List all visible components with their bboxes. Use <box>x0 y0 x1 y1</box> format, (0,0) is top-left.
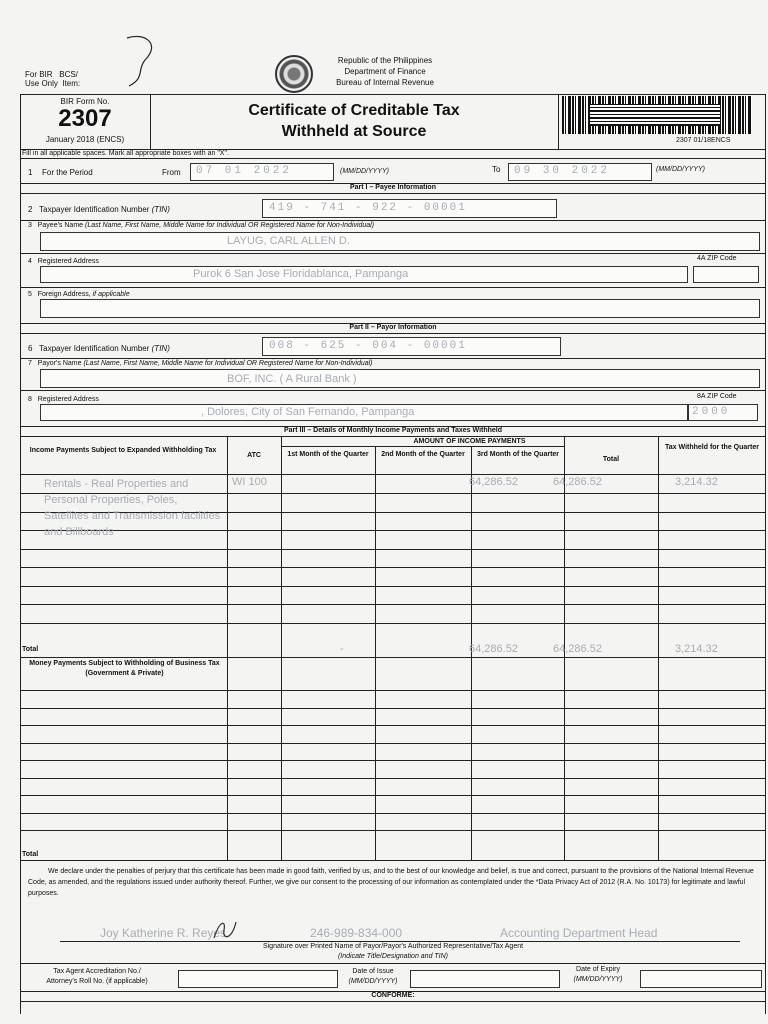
money-top-rule-0 <box>20 657 766 658</box>
rule-amount-header <box>281 446 564 447</box>
payee-address-field[interactable]: Purok 6 San Jose Floridablanca, Pampanga <box>40 266 688 283</box>
period-to-field[interactable]: 09 30 2022 <box>508 163 652 181</box>
bir-seal-icon <box>275 55 313 93</box>
header-top-rule <box>20 94 766 95</box>
date-expiry-field[interactable] <box>640 970 762 988</box>
rule-payee-name <box>20 220 766 221</box>
ewt-row-rule-4 <box>20 567 766 568</box>
rule-footer-bottom <box>20 1001 766 1002</box>
form-right-border <box>765 94 766 1014</box>
bir-use-label: For BIR BCS/ Use Only Item: <box>25 70 81 88</box>
rule-period-top <box>20 158 766 159</box>
payee-name-field[interactable]: LAYUG, CARL ALLEN D. <box>40 232 760 251</box>
payee-foreign-label: 5 Foreign Address, if applicable <box>28 291 130 298</box>
col-income-header: Income Payments Subject to Expanded Withholding Tax <box>29 447 217 454</box>
payee-tin-label: 2 Taxpayer Identification Number (TIN) <box>28 205 170 214</box>
income-row-description: Rentals - Real Properties and Personal Properties, Poles, Satellites and Transmission facilities and Billboards <box>44 478 221 538</box>
rule-payor-address <box>20 390 766 391</box>
money-payments-label: Money Payments Subject to Withholding of Business Tax (Government & Private) <box>29 660 220 677</box>
signature-line <box>60 941 740 942</box>
payee-foreign-field[interactable] <box>40 299 760 318</box>
money-row-rule-7 <box>20 813 766 814</box>
form-title: Certificate of Creditable Tax Withheld at Source <box>248 102 460 140</box>
rule-declaration <box>20 860 766 861</box>
header-divider-right <box>558 94 559 149</box>
income-row-atc: WI 100 <box>232 476 267 488</box>
form-number: 2307 <box>58 105 112 132</box>
money-row-rule-4 <box>20 760 766 761</box>
money-row-rule-5 <box>20 778 766 779</box>
col-total-header: Total <box>602 456 620 463</box>
period-num: 1 <box>28 168 33 177</box>
income-row-tax: 3,214.32 <box>675 476 718 488</box>
ewt-row-rule-6 <box>20 604 766 605</box>
declaration-text: We declare under the penalties of perjury that this certificate has been made in good faith, verified by us, and to the best of our knowledge and belief, is true and correct, pursuant to the provisions of the National Internal Revenue Code, as amended, and the regulations issued under authority thereof. Further, we give our consent to the processing of our information as contemplated under the *Data Privacy Act of 2012 (R.A. No. 10173) for legitimate and lawful purposes. <box>28 868 754 897</box>
rule-table-header <box>20 474 766 475</box>
col-line-m2 <box>375 446 376 860</box>
period-from-field[interactable]: 07 01 2022 <box>190 163 334 181</box>
amount-header: AMOUNT OF INCOME PAYMENTS <box>413 438 526 445</box>
rule-part1-bottom <box>20 193 766 194</box>
rule-footer-top <box>20 963 766 964</box>
col-m1-header: 1st Month of the Quarter <box>287 451 369 458</box>
part3-title: Part III – Details of Monthly Income Payments and Taxes Withheld <box>283 427 503 434</box>
agent-accreditation-label: Tax Agent Accreditation No./ Attorney's Roll No. (if applicable) <box>46 968 148 985</box>
period-from-label: From <box>162 168 181 177</box>
payor-tin-label: 6 Taxpayer Identification Number (TIN) <box>28 344 170 353</box>
form-edition: January 2018 (ENCS) <box>45 135 125 144</box>
col-line-m1 <box>281 436 282 860</box>
ewt-total-label: Total <box>22 646 39 653</box>
period-from-format: (MM/DD/YYYY) <box>340 168 389 175</box>
col-atc-header: ATC <box>247 452 261 459</box>
republic-text: Republic of the Philippines <box>337 56 433 65</box>
barcode-code: 2307 01/18ENCS <box>676 137 731 144</box>
signature-scribble-icon <box>210 916 240 944</box>
agent-accreditation-field[interactable] <box>178 970 338 988</box>
ewt-row-rule-3 <box>20 549 766 550</box>
signatory-title: Accounting Department Head <box>500 926 658 940</box>
payee-address-label: 4 Registered Address <box>28 258 99 265</box>
department-text: Department of Finance <box>344 67 426 76</box>
payee-tin-field[interactable]: 419 - 741 - 922 - 00001 <box>262 199 557 218</box>
income-row-total: 64,286.52 <box>553 476 602 488</box>
money-row-rule-3 <box>20 743 766 744</box>
rule-part3-bottom <box>20 436 766 437</box>
payor-address-label: 8 Registered Address <box>28 396 99 403</box>
col-m2-header: 2nd Month of the Quarter <box>381 451 465 458</box>
form-no-label: BIR Form No. <box>60 97 110 106</box>
barcode-2d-icon <box>590 104 720 126</box>
date-issue-label: Date of Issue (MM/DD/YYYY) <box>348 968 398 985</box>
col-line-tax <box>658 436 659 860</box>
income-row-m3: 64,286.52 <box>469 476 518 488</box>
payee-name-label: 3 Payee's Name (Last Name, First Name, Middle Name for Individual OR Registered Name for Non-Individual) <box>28 222 375 229</box>
instructions-text: Fill in all applicable spaces. Mark all appropriate boxes with an "X". <box>22 150 229 157</box>
money-row-rule-8 <box>20 830 766 831</box>
ewt-total-tax: 3,214.32 <box>675 643 718 655</box>
signatory-tin: 246-989-834-000 <box>310 926 403 940</box>
form-left-border <box>20 94 21 1014</box>
bureau-text: Bureau of Internal Revenue <box>336 78 434 87</box>
rule-part2-bottom <box>20 333 766 334</box>
col-tax-header: Tax Withheld for the Quarter <box>665 444 759 451</box>
signatory-name: Joy Katherine R. Reyes <box>100 926 227 940</box>
money-row-rule-0 <box>20 690 766 691</box>
ewt-total-total: 64,286.52 <box>553 643 602 655</box>
money-row-rule-1 <box>20 708 766 709</box>
payor-name-field[interactable]: BOF, INC. ( A Rural Bank ) <box>40 369 760 388</box>
conforme-label: CONFORME: <box>371 992 415 999</box>
period-to-format: (MM/DD/YYYY) <box>656 166 705 173</box>
signature-caption: Signature over Printed Name of Payor/Payor's Authorized Representative/Tax Agent <box>262 943 524 950</box>
period-label: For the Period <box>42 168 93 177</box>
payor-name-label: 7 Payor's Name (Last Name, First Name, Middle Name for Individual OR Registered Name for Non-Individual) <box>28 360 373 367</box>
part2-title: Part II – Payor Information <box>349 324 437 331</box>
date-expiry-label: Date of Expiry (MM/DD/YYYY) <box>573 966 623 983</box>
date-issue-field[interactable] <box>410 970 560 988</box>
payor-address-field[interactable]: , Dolores, City of San Fernando, Pampanga <box>40 404 688 421</box>
part1-title: Part I – Payee Information <box>350 184 436 191</box>
money-total-label: Total <box>22 851 39 858</box>
payor-tin-field[interactable]: 008 - 625 - 004 - 00001 <box>262 337 561 356</box>
payor-zip-label: 8A ZIP Code <box>697 393 737 400</box>
agency-block <box>320 55 450 88</box>
col-line-atc <box>227 436 228 860</box>
period-to-label: To <box>492 165 501 174</box>
ewt-total-m2: - <box>340 643 344 655</box>
signature-caption-hint: (Indicate Title/Designation and TIN) <box>337 953 449 960</box>
rule-payor-name <box>20 358 766 359</box>
payor-zip-field[interactable]: 2000 <box>688 404 758 421</box>
rule-payee-foreign <box>20 287 766 288</box>
ewt-row-rule-7 <box>20 623 766 624</box>
money-row-rule-6 <box>20 795 766 796</box>
money-row-rule-2 <box>20 725 766 726</box>
payee-zip-field[interactable] <box>693 266 759 283</box>
header-divider-left <box>150 94 151 149</box>
ewt-row-rule-5 <box>20 586 766 587</box>
handwritten-mark-icon <box>115 30 165 90</box>
rule-payee-address <box>20 253 766 254</box>
ewt-total-m3: 64,286.52 <box>469 643 518 655</box>
payee-zip-label: 4A ZIP Code <box>697 255 737 262</box>
col-m3-header: 3rd Month of the Quarter <box>476 451 560 458</box>
